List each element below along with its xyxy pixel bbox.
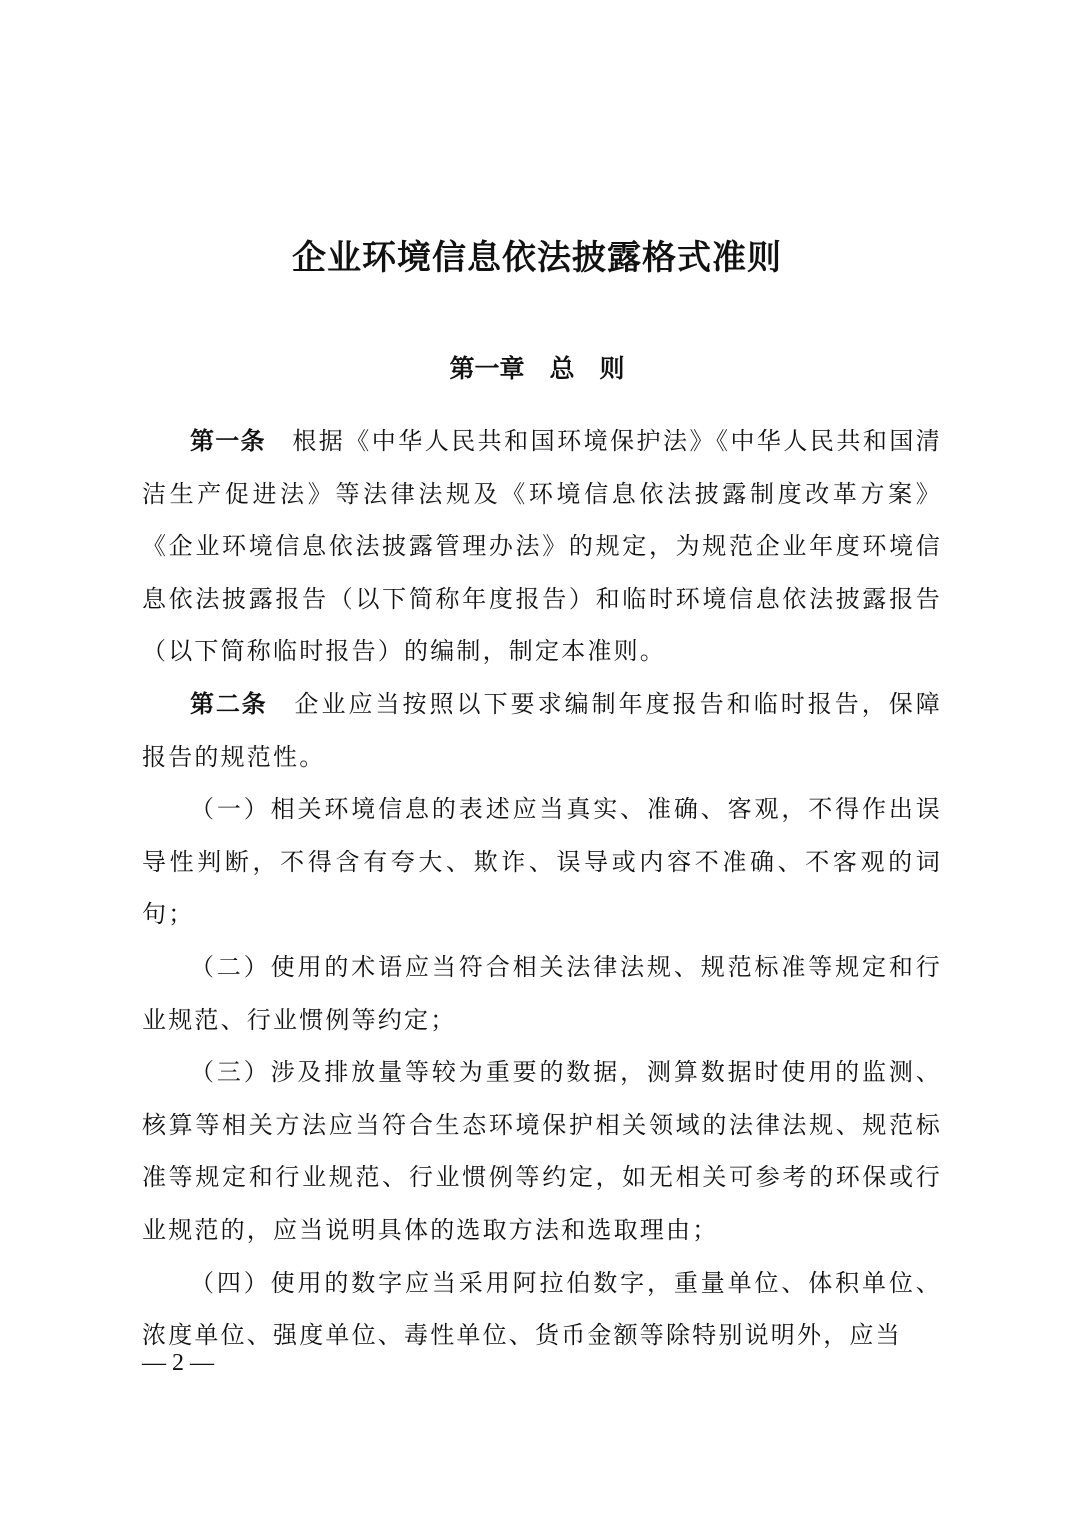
article-label: 第二条: [190, 689, 268, 718]
paragraph-text: 根据《中华人民共和国环境保护法》《中华人民共和国清洁生产促进法》等法律法规及《环境信息依法披露制度改革方案》《企业环境信息依法披露管理办法》的规定，为规范企业年度环境信息依法披露报告（以下简称年度报告）和临时环境信息依法披露报告（以下简称临时报告）的编制，制定本准则。: [142, 427, 943, 666]
paragraph-text: （二）使用的术语应当符合相关法律法规、规范标准等规定和行业规范、行业惯例等约定；: [142, 952, 942, 1034]
paragraph-article-2: [142, 678, 942, 783]
chapter-title: 第一章 总 则: [449, 354, 625, 383]
paragraph-text: （三）涉及排放量等较为重要的数据，测算数据时使用的监测、核算等相关方法应当符合生态环境保护相关领域的法律法规、规范标准等规定和行业规范、行业惯例等约定，如无相关可参考的环保或行业规范的，应当说明具体的选取方法和选取理由；: [142, 1058, 942, 1244]
paragraph-item-4: [142, 1257, 942, 1362]
paragraph-text: （一）相关环境信息的表述应当真实、准确、客观，不得作出误导性判断，不得含有夸大、欺诈、误导或内容不准确、不客观的词句；: [142, 795, 942, 929]
paragraph-item-1: [142, 783, 942, 941]
paragraph-item-2: [142, 941, 942, 1046]
paragraph-item-3: [142, 1046, 942, 1256]
article-label: 第一条: [190, 427, 266, 455]
page-number: — 2 —: [142, 1350, 214, 1376]
paragraph-text: 企业应当按照以下要求编制年度报告和临时报告，保障报告的规范性。: [142, 689, 943, 771]
document-title: 企业环境信息依法披露格式准则: [292, 238, 782, 278]
paragraph-article-1: [142, 415, 942, 678]
paragraph-text: （四）使用的数字应当采用阿拉伯数字，重量单位、体积单位、浓度单位、强度单位、毒性单位、货币金额等除特别说明外，应当: [142, 1268, 942, 1350]
document-body: [142, 415, 942, 1362]
